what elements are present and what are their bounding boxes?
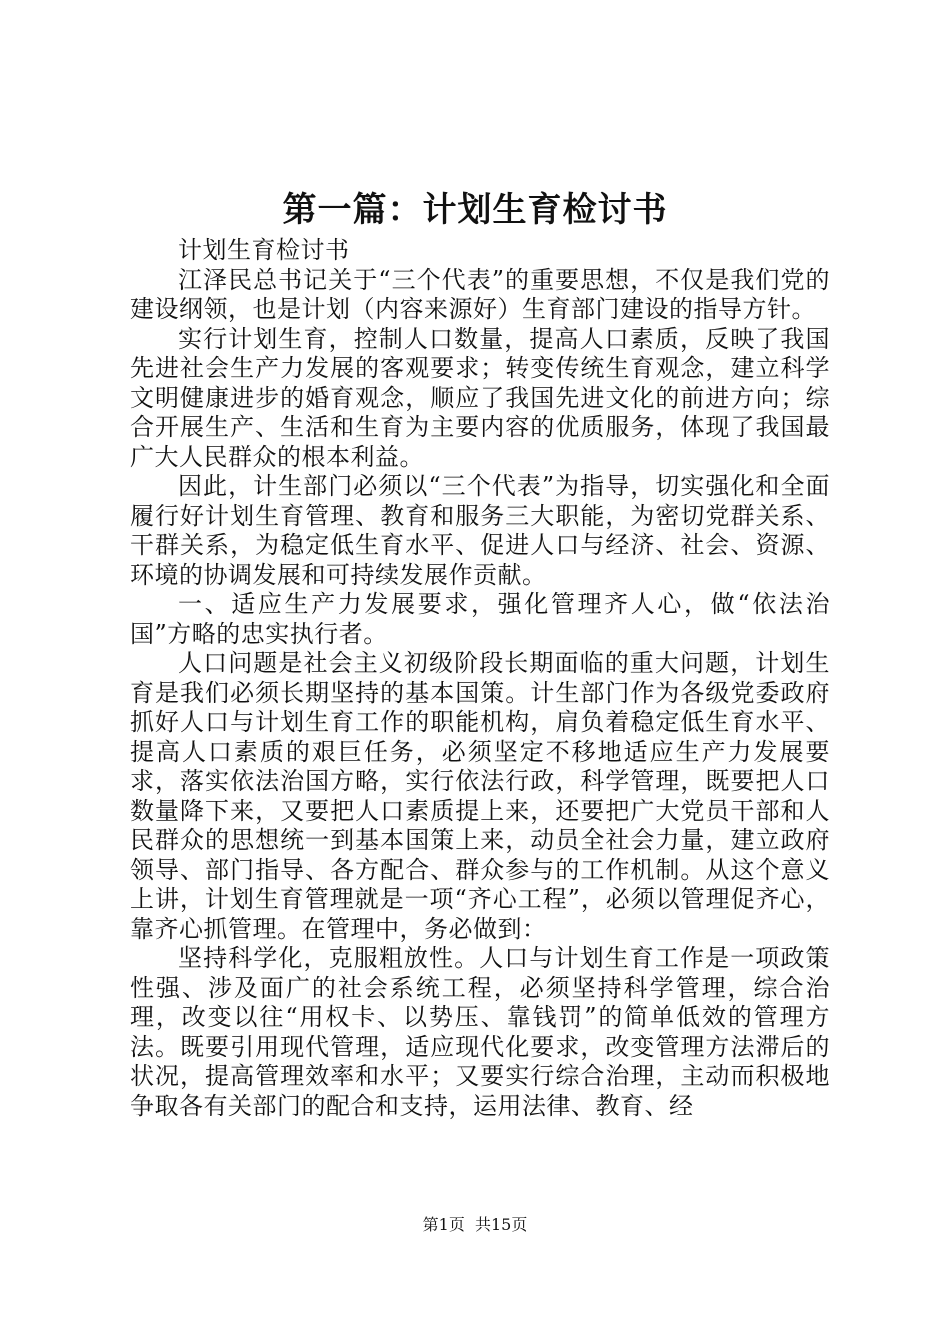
paragraph: 人口问题是社会主义初级阶段长期面临的重大问题，计划生育是我们必须长期坚持的基本国策。计生部门作为各级党委政府抓好人口与计划生育工作的职能机构，肩负着稳定低生育水平、提高人口素质的艰巨任务，必须坚定不移地适应生产力发展要求，落实依法治国方略，实行依法行政，科学管理，既要把人口数量降下来，又要把人口素质提上来，还要把广大党员干部和人民群众的思想统一到基本国策上来，动员全社会力量，建立政府领导、部门指导、各方配合、群众参与的工作机制。从这个意义上讲，计划生育管理就是一项“齐心工程”，必须以管理促齐心，靠齐心抓管理。在管理中，务必做到： (130, 649, 830, 943)
page-footer (0, 1214, 950, 1236)
paragraph: 因此，计生部门必须以“三个代表”为指导，切实强化和全面履行好计划生育管理、教育和服务三大职能，为密切党群关系、干群关系，为稳定低生育水平、促进人口与经济、社会、资源、环境的协调发展和可持续发展作贡献。 (130, 472, 830, 589)
paragraph: 江泽民总书记关于“三个代表”的重要思想，不仅是我们党的建设纲领，也是计划（内容来源好）生育部门建设的指导方针。 (130, 265, 830, 323)
paragraph: 坚持科学化，克服粗放性。人口与计划生育工作是一项政策性强、涉及面广的社会系统工程，必须坚持科学管理，综合治理，改变以往“用权卡、以势压、靠钱罚”的简单低效的管理方法。既要引用现代管理，适应现代化要求，改变管理方法滞后的状况，提高管理效率和水平；又要实行综合治理，主动而积极地争取各有关部门的配合和支持，运用法律、教育、经 (130, 944, 830, 1120)
paragraph: 实行计划生育，控制人口数量，提高人口素质，反映了我国先进社会生产力发展的客观要求；转变传统生育观念，建立科学文明健康进步的婚育观念，顺应了我国先进文化的前进方向；综合开展生产、生活和生育为主要内容的优质服务，体现了我国最广大人民群众的根本利益。 (130, 324, 830, 471)
document-title: 第一篇：计划生育检讨书 (282, 190, 668, 230)
document-body (130, 236, 830, 1121)
paragraph-subtitle: 计划生育检讨书 (178, 236, 350, 264)
paragraph-heading: 一、适应生产力发展要求，强化管理齐人心，做“依法治国”方略的忠实执行者。 (130, 590, 830, 648)
page-number: 第1页 共15页 (422, 1215, 528, 1234)
